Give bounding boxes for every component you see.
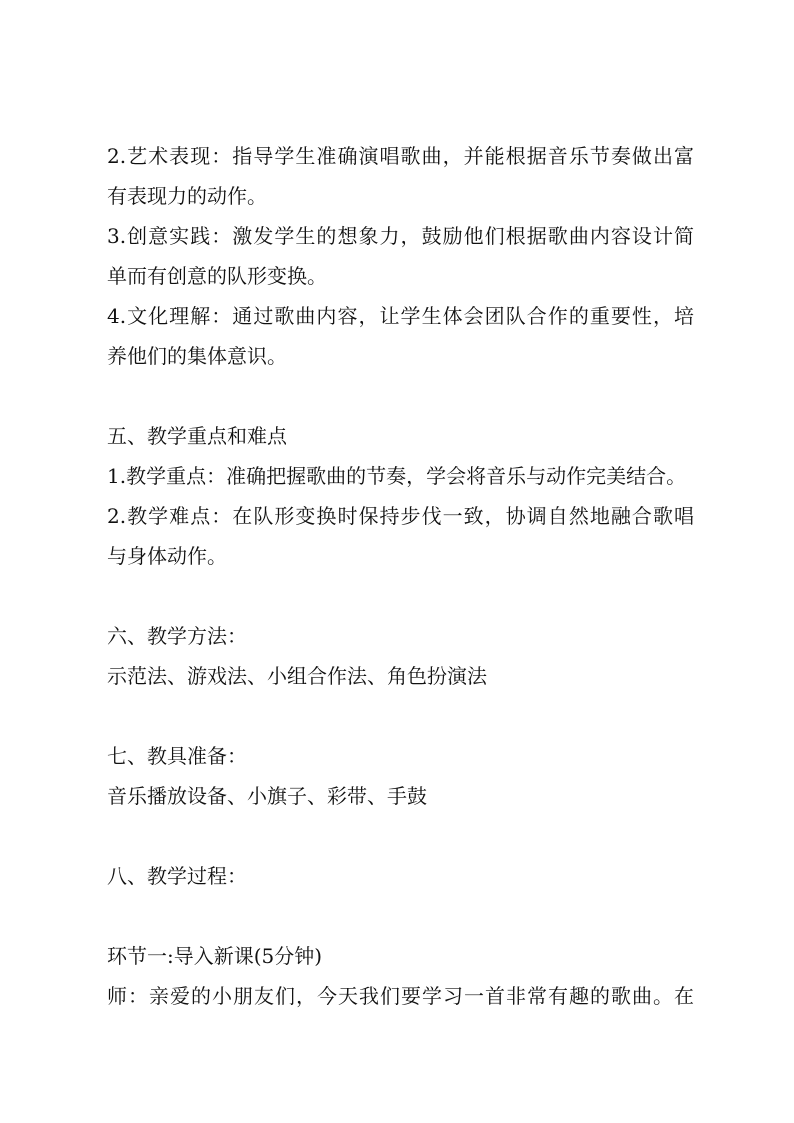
section-5-item-2-line-2: 与身体动作。	[107, 544, 227, 568]
step-1-body-line-1: 师：亲爱的小朋友们，今天我们要学习一首非常有趣的歌曲。在	[107, 984, 694, 1008]
section-5-item-1: 1.教学重点：准确把握歌曲的节奏，学会将音乐与动作完美结合。	[107, 464, 687, 488]
document-body	[107, 136, 694, 1016]
section-5-item-2-line-1: 2.教学难点：在队形变换时保持步伐一致，协调自然地融合歌唱	[107, 504, 694, 528]
section-5-heading: 五、教学重点和难点	[107, 424, 287, 448]
section-7-heading: 七、教具准备：	[107, 744, 247, 768]
section-8-heading: 八、教学过程：	[107, 864, 247, 888]
section-6-heading: 六、教学方法：	[107, 624, 247, 648]
goal-4-line-2: 养他们的集体意识。	[107, 344, 287, 368]
goal-4-line-1: 4.文化理解：通过歌曲内容，让学生体会团队合作的重要性，培	[107, 304, 694, 328]
section-7-body: 音乐播放设备、小旗子、彩带、手鼓	[107, 784, 427, 808]
goal-3-line-2: 单而有创意的队形变换。	[107, 264, 327, 288]
section-6-body: 示范法、游戏法、小组合作法、角色扮演法	[107, 664, 487, 688]
step-1-heading: 环节一:导入新课(5分钟)	[107, 944, 323, 968]
goal-3-line-1: 3.创意实践：激发学生的想象力，鼓励他们根据歌曲内容设计简	[107, 224, 694, 248]
goal-2-line-2: 有表现力的动作。	[107, 184, 267, 208]
goal-2-line-1: 2.艺术表现：指导学生准确演唱歌曲，并能根据音乐节奏做出富	[107, 144, 694, 168]
